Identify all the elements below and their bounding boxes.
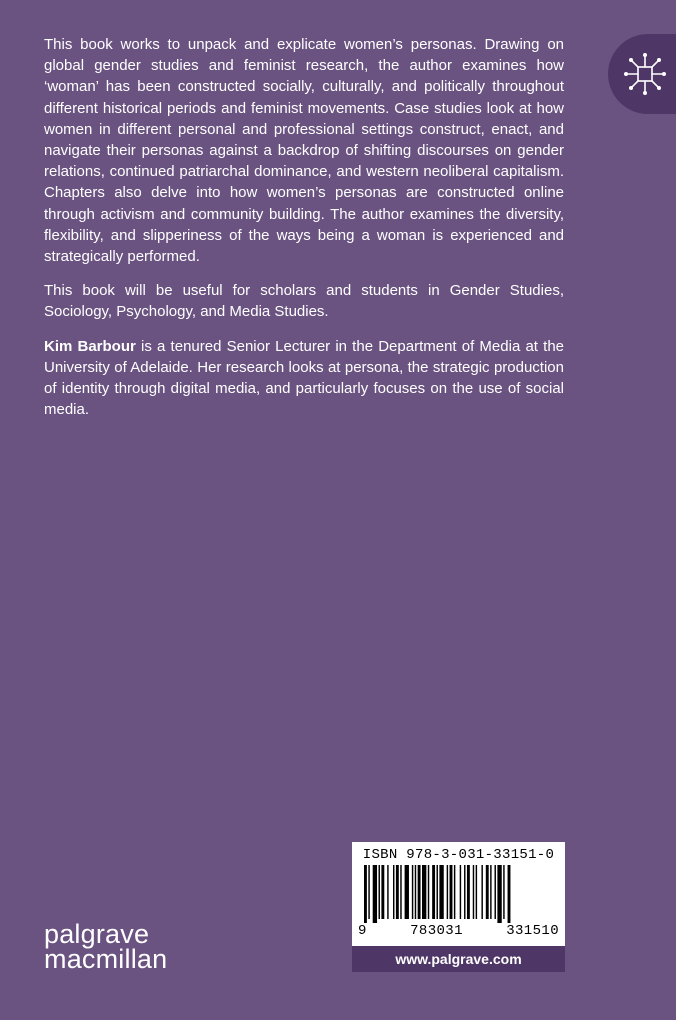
publisher-url[interactable]: www.palgrave.com bbox=[352, 946, 565, 972]
barcode-bar bbox=[428, 865, 429, 919]
publisher-tab bbox=[608, 34, 676, 114]
blurb-paragraph-2: This book will be useful for scholars and students in Gender Studies, Sociology, Psychology, and Media Studies. bbox=[44, 282, 564, 321]
barcode-bar bbox=[490, 865, 491, 919]
barcode-bars bbox=[360, 865, 557, 923]
barcode-bar bbox=[379, 865, 380, 919]
barcode-bar bbox=[467, 865, 470, 919]
barcode-bar bbox=[447, 865, 448, 919]
logo-line-macmillan: macmillan bbox=[44, 944, 168, 974]
barcode-bar bbox=[464, 865, 465, 919]
barcode-bar bbox=[400, 865, 401, 919]
barcode-bar bbox=[495, 865, 496, 919]
barcode-digit-lead: 9 bbox=[358, 923, 367, 939]
barcode-bar bbox=[405, 865, 409, 919]
barcode-bar bbox=[396, 865, 399, 919]
barcode-bar bbox=[486, 865, 489, 919]
blurb-paragraph-1: This book works to unpack and explicate women’s personas. Drawing on global gender studies and feminist research, the author examines how ‘woman’ has been constructed socially, culturally, and politically throughout different historical periods and feminist movements. Case studies look at how women in different personal and professional settings construct, enact, and navigate their personas against a backdrop of shifting discourses on gender relations, continued patriarchal dominance, and western neoliberal capitalism. Chapters also delve into how women’s personas are constructed online through activism and community building. The author examines the diversity, flexibility, and slipperiness of the ways being a woman is experienced and strategically performed. bbox=[44, 36, 564, 266]
isbn-label: ISBN 978-3-031-33151-0 bbox=[362, 847, 555, 863]
barcode-bar bbox=[418, 865, 421, 919]
barcode-bar bbox=[373, 865, 377, 923]
barcode-bar bbox=[387, 865, 388, 919]
barcode-bar bbox=[473, 865, 474, 919]
barcode-bar bbox=[368, 865, 369, 919]
barcode-digits bbox=[358, 923, 559, 939]
palgrave-macmillan-logo bbox=[44, 919, 168, 974]
barcode-digits-left: 783031 bbox=[410, 923, 463, 939]
barcode-bar bbox=[460, 865, 461, 919]
author-bio: is a tenured Senior Lecturer in the Department of Media at the University of Adelaide. Her research looks at persona, the strategic production of identity through digital media, and particularly focuses on the use of social media. bbox=[44, 337, 564, 419]
palgrave-star-icon bbox=[623, 52, 667, 96]
barcode-bar bbox=[481, 865, 482, 919]
barcode-bar bbox=[432, 865, 435, 919]
author-bio-paragraph bbox=[44, 336, 564, 421]
barcode-bar bbox=[454, 865, 455, 919]
barcode-bar bbox=[497, 865, 501, 923]
author-name: Kim Barbour bbox=[44, 337, 136, 355]
barcode-bar bbox=[412, 865, 413, 919]
barcode-bar bbox=[415, 865, 416, 919]
logo-line-palgrave: palgrave bbox=[44, 919, 150, 949]
barcode-bar bbox=[508, 865, 511, 923]
barcode-bar bbox=[393, 865, 394, 919]
barcode-bar bbox=[422, 865, 426, 919]
barcode-bar bbox=[503, 865, 504, 919]
barcode-bar bbox=[437, 865, 438, 919]
barcode-bar bbox=[476, 865, 477, 919]
isbn-barcode bbox=[352, 842, 565, 946]
barcode-bar bbox=[450, 865, 453, 919]
barcode-bar bbox=[381, 865, 384, 919]
back-cover-blurb bbox=[44, 34, 564, 433]
barcode-bar bbox=[439, 865, 443, 919]
barcode-bar bbox=[364, 865, 367, 923]
barcode-digits-right: 331510 bbox=[506, 923, 559, 939]
